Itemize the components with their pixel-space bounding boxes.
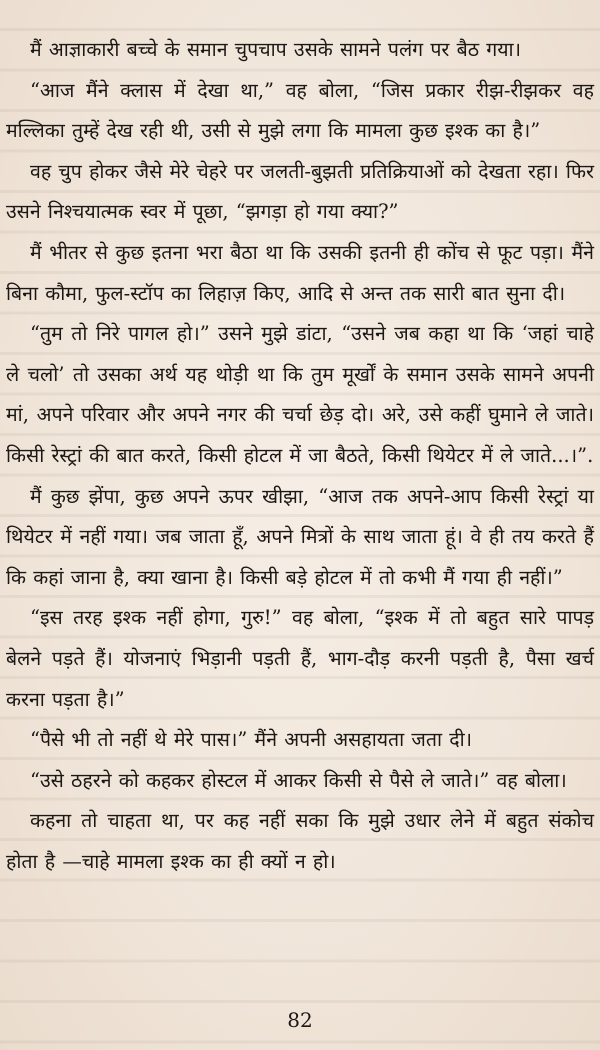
paragraph-1: मैं आज्ञाकारी बच्चे के समान चुपचाप उसके सामने पलंग पर बैठ गया। (30, 38, 521, 61)
page-number: 82 (287, 1008, 313, 1032)
paragraph-6: मैं कुछ झेंपा, कुछ अपने ऊपर खीझा, “आज तक अपने-आप किसी रेस्ट्रां या थियेटर में नहीं गया। जब जाता हूँ, अपने मित्रों के साथ जाता हूं। वे ही तय करते हैं कि कहां जाना है, क्या खाना है। किसी बड़े होटल में तो कभी मैं गया ही नहीं।” (6, 484, 594, 589)
paragraph-2: “आज मैंने क्लास में देखा था,” वह बोला, “जिस प्रकार रीझ-रीझकर वह मल्लिका तुम्हें देख रही थी, उसी से मुझे लगा कि मामला कुछ इश्क का है।” (6, 78, 594, 143)
paragraph-10: कहना तो चाहता था, पर कह नहीं सका कि मुझे उधार लेने में बहुत संकोच होता है —चाहे मामला इश्क का ही क्यों न हो। (6, 809, 594, 873)
paragraph-3: वह चुप होकर जैसे मेरे चेहरे पर जलती-बुझती प्रतिक्रियाओं को देखता रहा। फिर उसने निश्चयात्मक स्वर में पूछा, “झगड़ा हो गया क्या?” (6, 159, 594, 224)
paragraph-5: “तुम तो निरे पागल हो।” उसने मुझे डांटा, “उसने जब कहा था कि ‘जहां चाहे ले चलो’ तो उसका अर्थ यह थोड़ी था कि तुम मूर्खों के समान उसके सामने अपनी मां, अपने परिवार और अपने नगर की चर्चा छेड़ दो। अरे, उसे कहीं घुमाने ले जाते। किसी रेस्ट्रां की बात करते, किसी होटल में जा बैठते, किसी थियेटर में ले जाते...।”. (6, 322, 595, 467)
paragraph-8: “पैसे भी तो नहीं थे मेरे पास।” मैंने अपनी असहायता जता दी। (30, 728, 473, 752)
paragraph-4: मैं भीतर से कुछ इतना भरा बैठा था कि उसकी इतनी ही कोंच से फूट पड़ा। मैंने बिना कौमा, फुल-स्टॉप का लिहाज़ किए, आदि से अन्त तक सारी बात सुना दी। (6, 240, 594, 305)
page-text (6, 30, 594, 882)
paragraph-9: “उसे ठहरने को कहकर होस्टल में आकर किसी से पैसे ले जाते।” वह बोला। (30, 768, 567, 792)
paragraph-7: “इस तरह इश्क नहीं होगा, गुरु!” वह बोला, “इश्क में तो बहुत सारे पापड़ बेलने पड़ते हैं। योजनाएं भिड़ानी पड़ती हैं, भाग-दौड़ करनी पड़ती है, पैसा खर्च करना पड़ता है।” (6, 606, 594, 711)
